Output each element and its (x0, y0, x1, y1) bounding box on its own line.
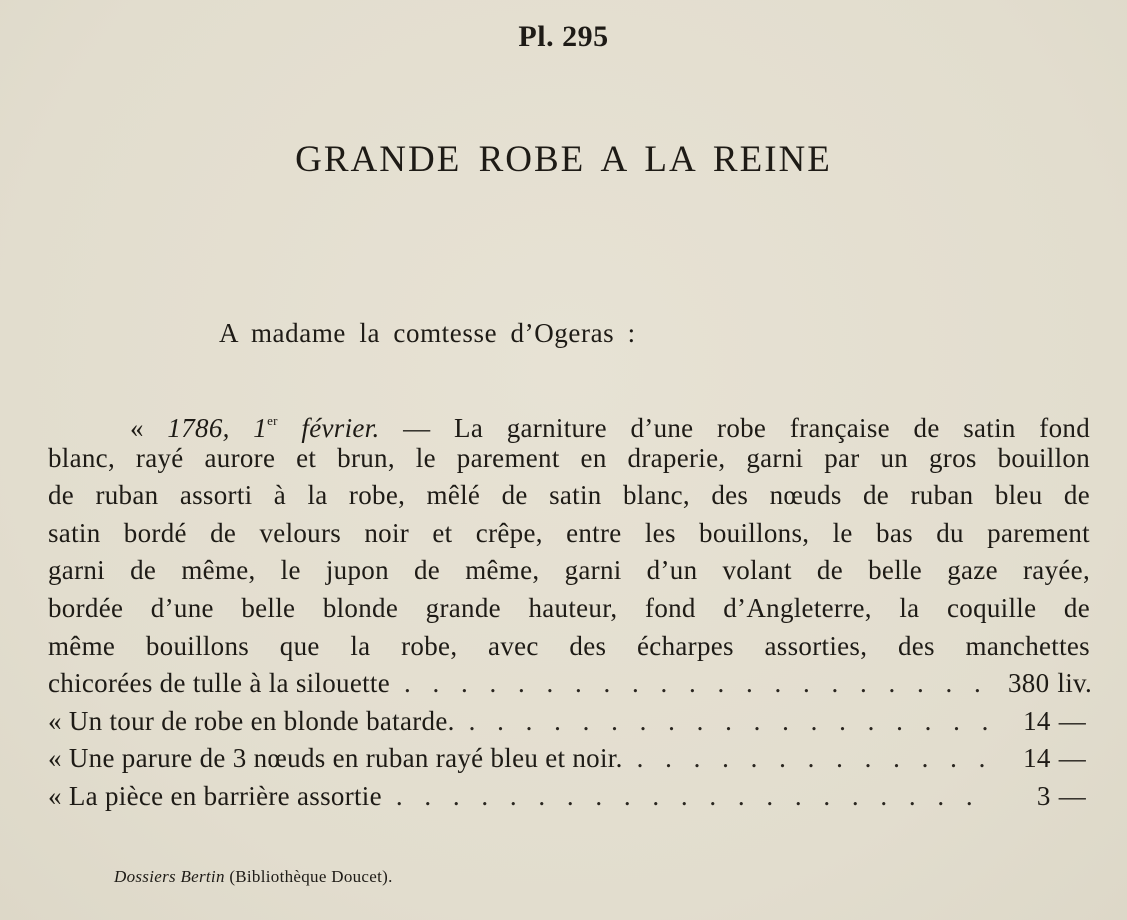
source-location: (Bibliothèque Doucet). (229, 867, 393, 886)
invoice-body (48, 402, 1093, 816)
plate-number: Pl. 295 (518, 20, 609, 53)
line-item-amount (1008, 740, 1090, 778)
dot-leader (404, 665, 996, 703)
addressee-line: A madame la comtesse d’Ogeras : (219, 318, 636, 348)
line-item (48, 665, 1093, 703)
quote-mark: « (130, 413, 144, 443)
line-item (48, 740, 1090, 778)
line-item-amount (1008, 665, 1093, 703)
entry-text-line: satin bordé de velours noir et crêpe, entre les bouillons, le bas du parement (48, 517, 1090, 548)
entry-day-suffix: er (267, 413, 278, 428)
entry-line (48, 402, 1090, 443)
line-item (48, 703, 1090, 741)
amount-value: 14 (1023, 743, 1051, 774)
source-citation (114, 867, 393, 887)
amount-unit: — (1058, 705, 1086, 736)
amount-unit: — (1058, 780, 1086, 811)
entry-text-line: blanc, rayé aurore et brun, le parement en draperie, garni par un gros bouillon (48, 442, 1090, 473)
amount-unit: — (1058, 743, 1086, 774)
line-item-amount (1008, 703, 1090, 741)
line-item-description: « Une parure de 3 nœuds en ruban rayé bleu et noir. (48, 743, 623, 774)
entry-month: février. (301, 413, 380, 443)
dot-leader (396, 778, 996, 816)
entry-text-line: garni de même, le jupon de même, garni d’un volant de belle gaze rayée, (48, 555, 1090, 586)
entry-text-line: — La garniture d’une robe française de satin fond (403, 413, 1090, 443)
entry-text-line: de ruban assorti à la robe, mêlé de satin blanc, des nœuds de ruban bleu de (48, 480, 1090, 511)
page-title: GRANDE ROBE A LA REINE (295, 138, 832, 180)
entry-year: 1786, (167, 413, 230, 443)
amount-unit: liv. (1057, 668, 1093, 699)
dot-leader (469, 703, 996, 741)
line-item-description: « Un tour de robe en blonde batarde. (48, 705, 455, 736)
line-item-description: « La pièce en barrière assortie (48, 780, 382, 811)
entry-day (253, 413, 278, 443)
amount-value: 380 (1008, 668, 1050, 699)
amount-value: 3 (1036, 780, 1051, 811)
entry-text-line: bordée d’une belle blonde grande hauteur, fond d’Angleterre, la coquille de (48, 592, 1090, 623)
dot-leader (637, 740, 996, 778)
amount-value: 14 (1023, 705, 1051, 736)
line-item-amount (1008, 778, 1090, 816)
main-entry-paragraph (48, 402, 1090, 665)
line-item-description: chicorées de tulle à la silouette (48, 668, 391, 699)
entry-text-line: même bouillons que la robe, avec des écharpes assorties, des manchettes (48, 630, 1090, 661)
line-item (48, 778, 1090, 816)
entry-day-number: 1 (253, 413, 268, 443)
source-title: Dossiers Bertin (114, 867, 225, 886)
